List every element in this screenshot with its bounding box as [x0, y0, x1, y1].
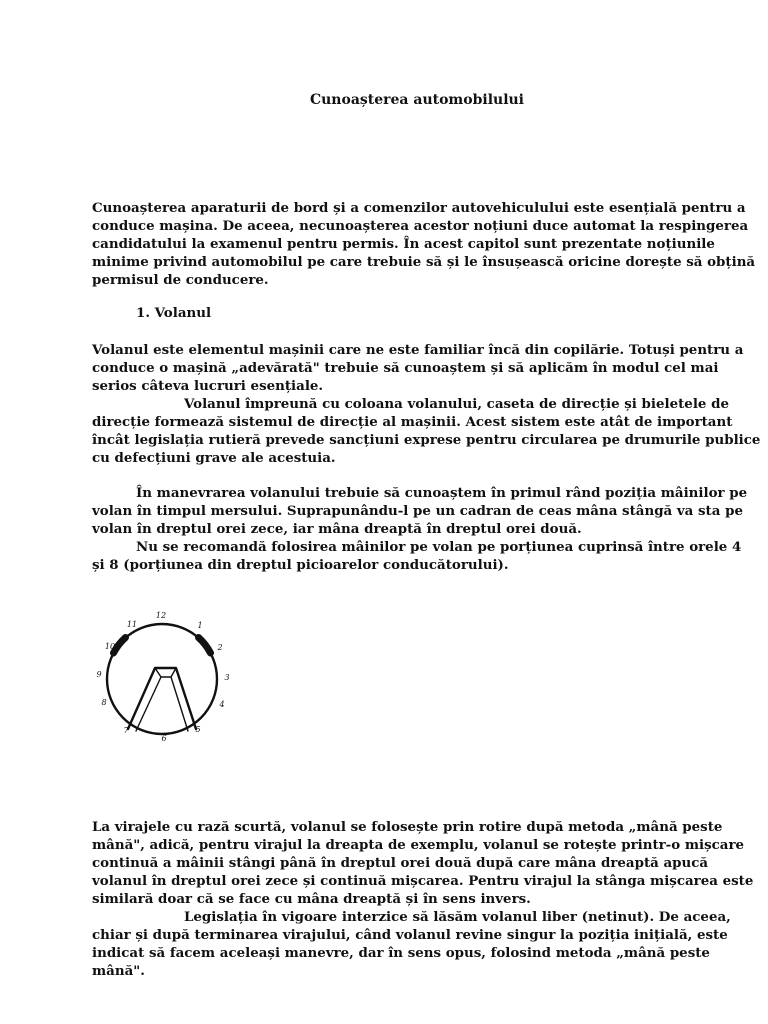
text-line: La virajele cu rază scurtă, volanul se folosește prin rotire după metoda „mână peste	[92, 819, 723, 835]
text-line: Legislația în vigoare interzice să lăsăm volanul liber (netinut). De aceea,	[184, 909, 731, 925]
hour-label: 12	[155, 611, 167, 620]
intro-paragraph	[92, 199, 756, 289]
hour-label: 3	[224, 673, 230, 682]
text-line: candidatului la examenul pentru permis. În acest capitol sunt prezentate noțiunile	[92, 236, 715, 252]
volan-paragraph-2	[92, 484, 748, 574]
hour-label: 8	[101, 698, 107, 707]
hour-label: 7	[123, 726, 129, 735]
hour-label: 10	[104, 642, 116, 651]
steering-wheel-drawing	[88, 604, 248, 750]
text-line: chiar și după terminarea virajului, când volanul revine singur la poziția inițială, este	[92, 927, 728, 943]
hour-label: 11	[126, 620, 138, 629]
left-hand-marker	[114, 638, 126, 654]
text-line: Volanul împreună cu coloana volanului, caseta de direcție și bieletele de	[184, 396, 729, 412]
volan-paragraph-3	[92, 818, 754, 980]
text-line: continuă a mâinii stângi până în dreptul orei două după care mâna dreaptă apucă	[92, 855, 709, 871]
text-line: conduce mașina. De aceea, necunoașterea acestor noțiuni duce automat la respingerea	[92, 218, 749, 234]
text-line: indicat să facem aceleași manevre, dar în sens opus, folosind metoda „mână peste	[92, 945, 710, 961]
hour-label: 2	[217, 643, 223, 652]
text-line: încât legislația rutieră prevede sancțiuni exprese pentru circularea pe drumurile publice	[92, 432, 761, 448]
text-line: Volanul este elementul mașinii care ne este familiar încă din copilărie. Totuși pentru a	[92, 342, 744, 358]
text-line: volan în dreptul orei zece, iar mâna dreaptă în dreptul orei două.	[92, 521, 582, 537]
text-line: mână", adică, pentru virajul la dreapta de exemplu, volanul se rotește printr-o mișcare	[92, 837, 745, 853]
text-line: similară doar că se face cu mâna dreaptă și în sens invers.	[92, 891, 531, 907]
page-title: Cunoașterea automobilului	[309, 92, 525, 108]
text-line: conduce o mașină „adevărată" trebuie să cunoaștem și să aplicăm în modul cel mai	[92, 360, 719, 376]
steering-wheel-figure	[88, 604, 248, 750]
text-line: În manevrarea volanului trebuie să cunoaștem în primul rând poziția mâinilor pe	[136, 485, 748, 501]
hour-label: 1	[197, 621, 203, 630]
text-line: mână".	[92, 963, 145, 979]
text-line: Nu se recomandă folosirea mâinilor pe volan pe porțiunea cuprinsă între orele 4	[136, 539, 742, 555]
hour-label: 4	[219, 700, 225, 709]
text-line: minime privind automobilul pe care trebuie să și le însușească oricine dorește să obțină	[92, 254, 756, 270]
right-hand-marker	[199, 638, 211, 654]
hub-edges	[155, 668, 176, 677]
spoke-inner	[136, 677, 188, 731]
text-line: permisul de conducere.	[92, 272, 269, 288]
text-line: cu defecțiuni grave ale acestuia.	[92, 450, 336, 466]
text-line: volan în timpul mersului. Suprapunându-l pe un cadran de ceas mâna stângă va sta pe	[92, 503, 743, 519]
text-line: serios câteva lucruri esențiale.	[92, 378, 324, 394]
hour-label: 9	[96, 670, 102, 679]
text-line: volanul în dreptul orei zece și continuă mișcarea. Pentru virajul la stânga mișcarea este	[92, 873, 754, 889]
volan-paragraph-1	[92, 341, 761, 467]
section-heading: 1. Volanul	[136, 305, 212, 321]
text-line: direcție formează sistemul de direcție al mașinii. Acest sistem este atât de important	[92, 414, 733, 430]
hour-label: 5	[195, 725, 201, 734]
hour-label: 6	[161, 734, 167, 743]
text-line: și 8 (porțiunea din dreptul picioarelor conducătorului).	[92, 557, 509, 573]
text-line: Cunoașterea aparaturii de bord și a comenzilor autovehiculului este esențială pentru a	[92, 200, 746, 216]
